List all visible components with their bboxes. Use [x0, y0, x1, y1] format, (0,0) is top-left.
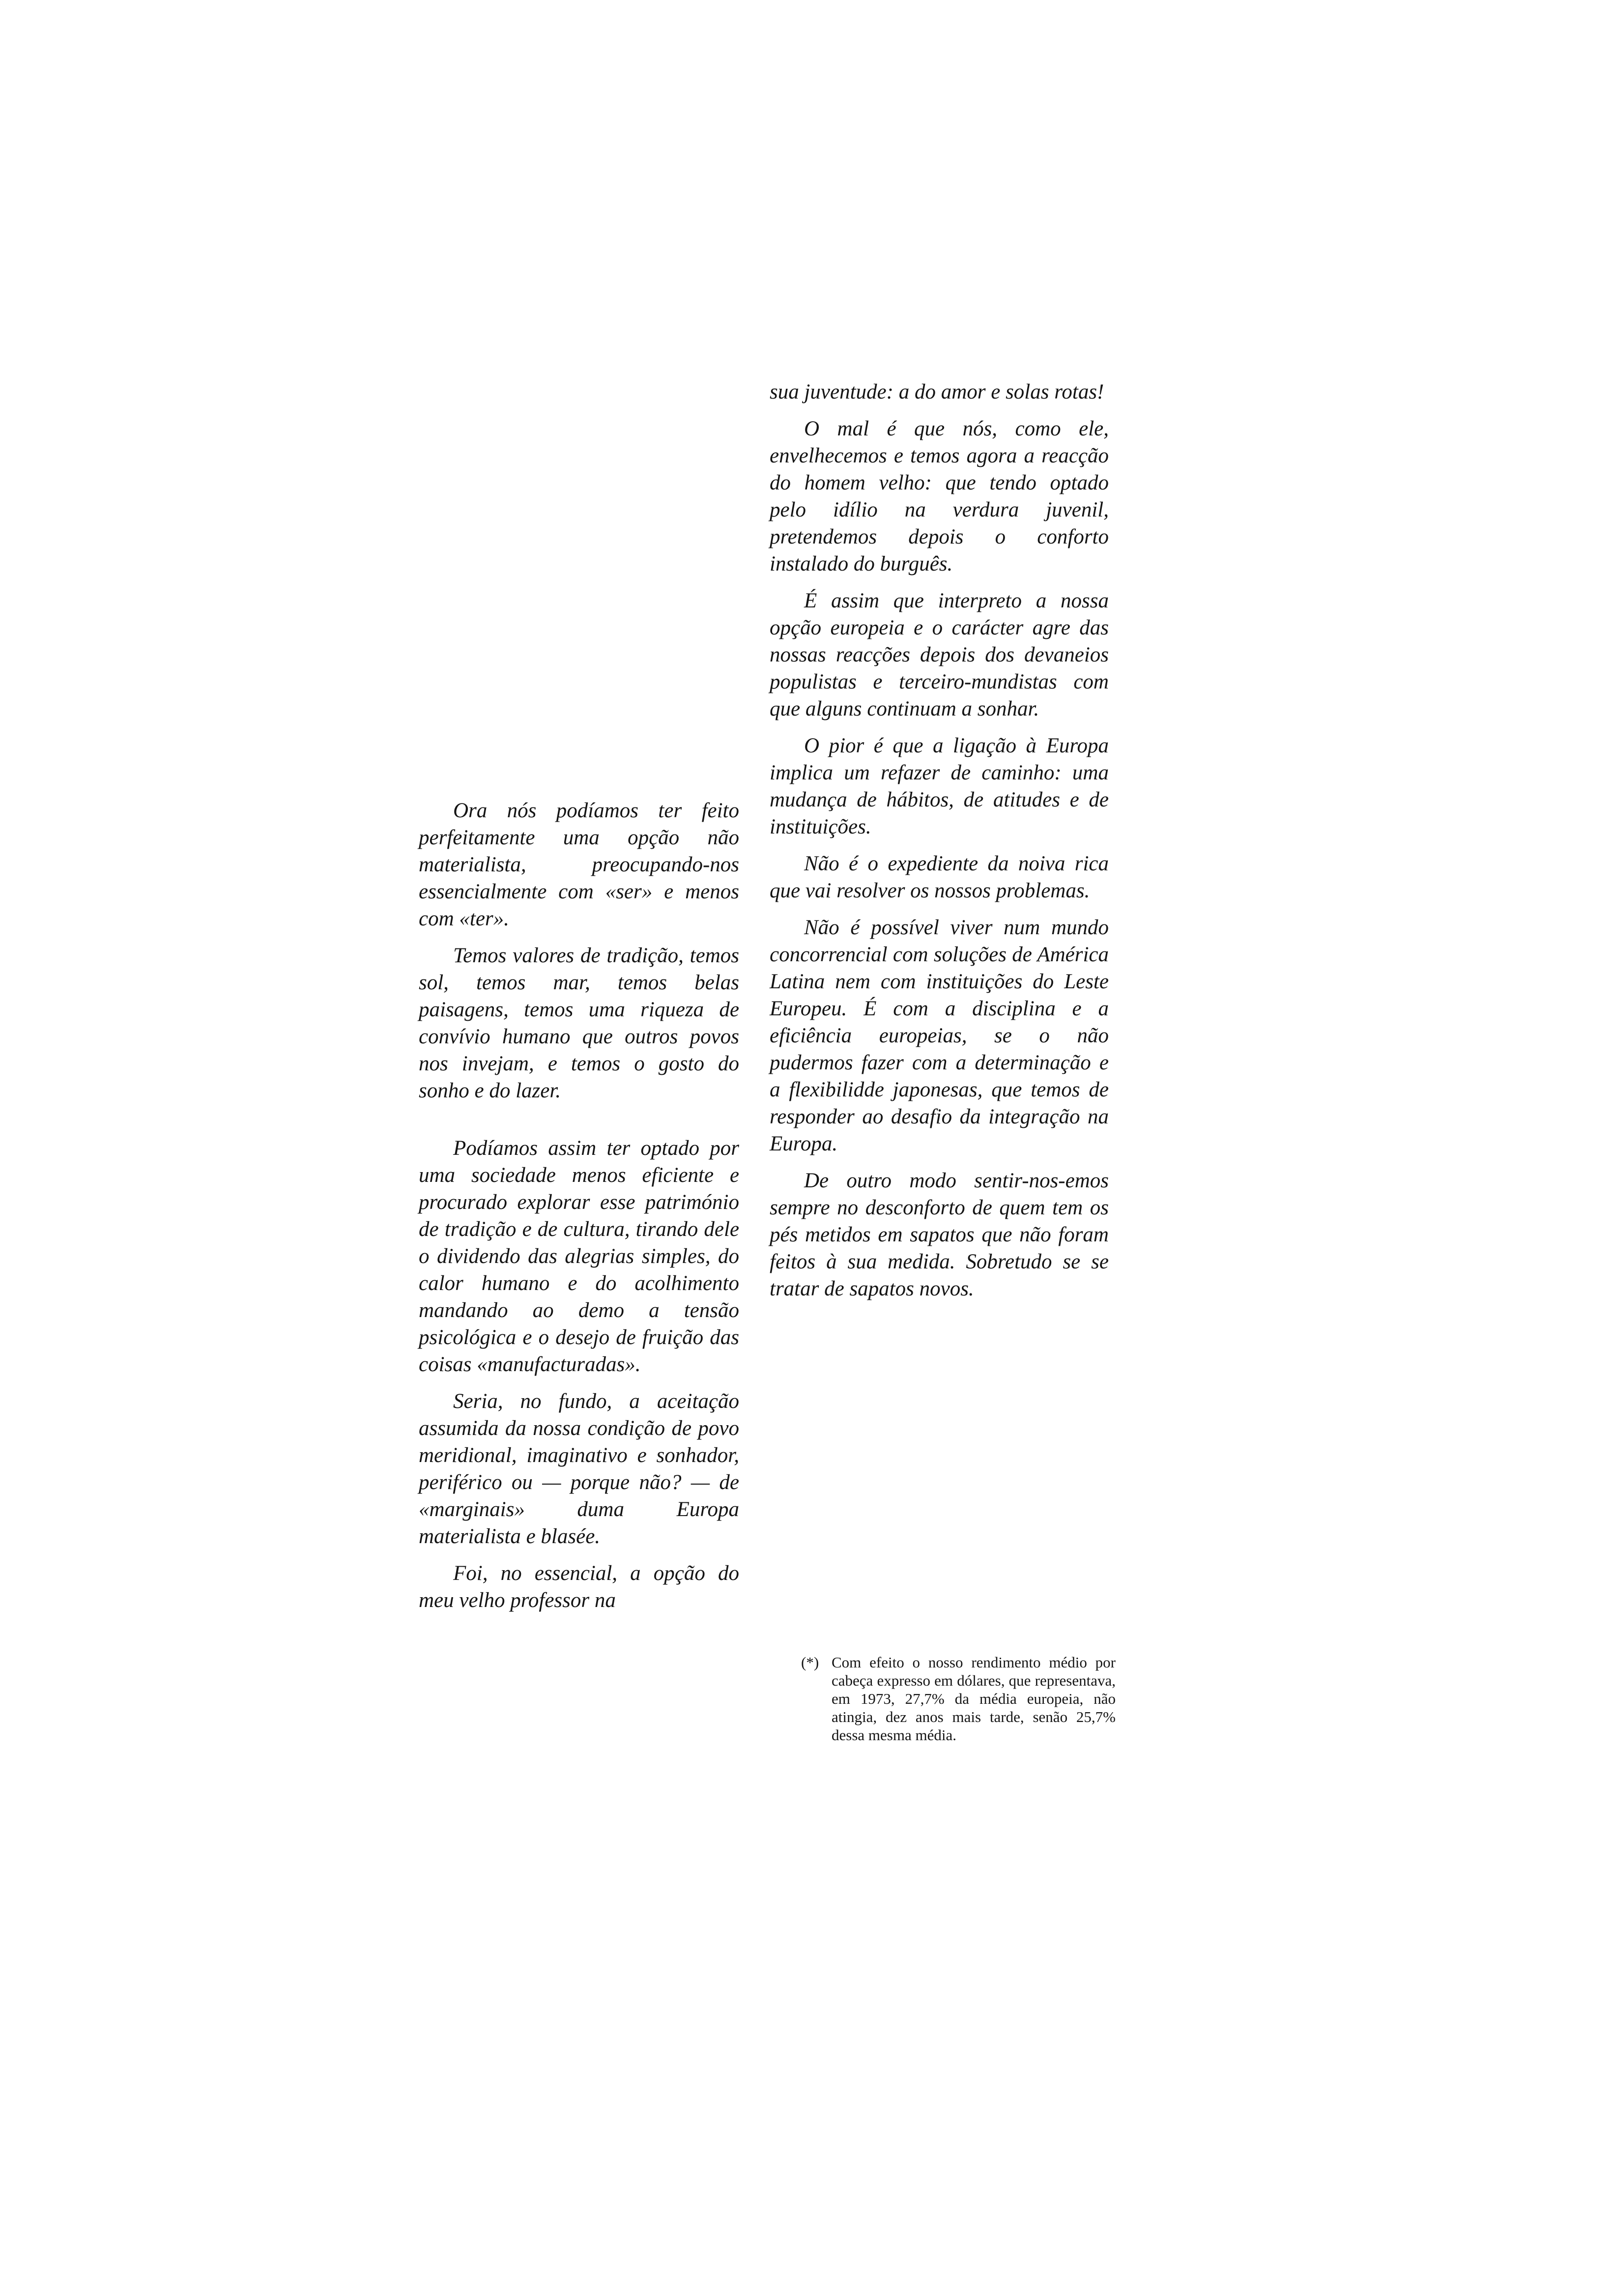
- paragraph: Foi, no essencial, a opção do meu velho professor na: [419, 1562, 739, 1612]
- paragraph: O mal é que nós, como ele, envelhecemos e temos agora a reacção do homem velho: que tendo optado pelo idílio na verdura juvenil, pretendemos depois o conforto instalado do burguês.: [770, 417, 1109, 575]
- right-text-column: [770, 378, 1109, 1312]
- footnote-marker: (*): [801, 1654, 819, 1671]
- paragraph: Temos valores de tradição, temos sol, temos mar, temos belas paisagens, temos uma riqueza de convívio humano que outros povos nos invejam, e temos o gosto do sonho e do lazer.: [419, 944, 739, 1102]
- paragraph: É assim que interpreto a nossa opção europeia e o carácter agre das nossas reacções depois dos devaneios populistas e terceiro-mundistas com que alguns continuam a sonhar.: [770, 589, 1109, 720]
- paragraph: Não é o expediente da noiva rica que vai resolver os nossos problemas.: [770, 852, 1109, 902]
- paragraph: Podíamos assim ter optado por uma sociedade menos eficiente e procurado explorar esse património de tradição e de cultura, tirando dele o dividendo das alegrias simples, do calor humano e do acolhimento mandando ao demo a tensão psicológica e o desejo de fruição das coisas «manufacturadas».: [419, 1137, 739, 1376]
- paragraph: O pior é que a ligação à Europa implica um refazer de caminho: uma mudança de hábitos, de atitudes e de instituições.: [770, 734, 1109, 838]
- paragraph: De outro modo sentir-nos-emos sempre no desconforto de quem tem os pés metidos em sapatos que não foram feitos à sua medida. Sobretudo se se tratar de sapatos novos.: [770, 1169, 1109, 1300]
- paragraph: sua juventude: a do amor e solas rotas!: [770, 380, 1104, 403]
- footnote: [801, 1653, 1116, 1744]
- paragraph: Não é possível viver num mundo concorrencial com soluções de América Latina nem com instituições do Leste Europeu. É com a disciplina e a eficiência europeias, se o não pudermos fazer com a determinação e a flexibilidde japonesas, que temos de responder ao desafio da integração na Europa.: [770, 916, 1109, 1155]
- left-text-column: [419, 797, 739, 1624]
- footnote-text: Com efeito o nosso rendimento médio por cabeça expresso em dólares, que representava, em 1973, 27,7% da média europeia, não atingia, dez anos mais tarde, senão 25,7% dessa mesma média.: [832, 1654, 1116, 1744]
- paragraph: Seria, no fundo, a aceitação assumida da nossa condição de povo meridional, imaginativo e sonhador, periférico ou — porque não? — de «marginais» duma Europa materialista e blasée.: [419, 1390, 739, 1548]
- paragraph: Ora nós podíamos ter feito perfeitamente uma opção não materialista, preocupando-nos essencialmente com «ser» e menos com «ter».: [419, 799, 739, 930]
